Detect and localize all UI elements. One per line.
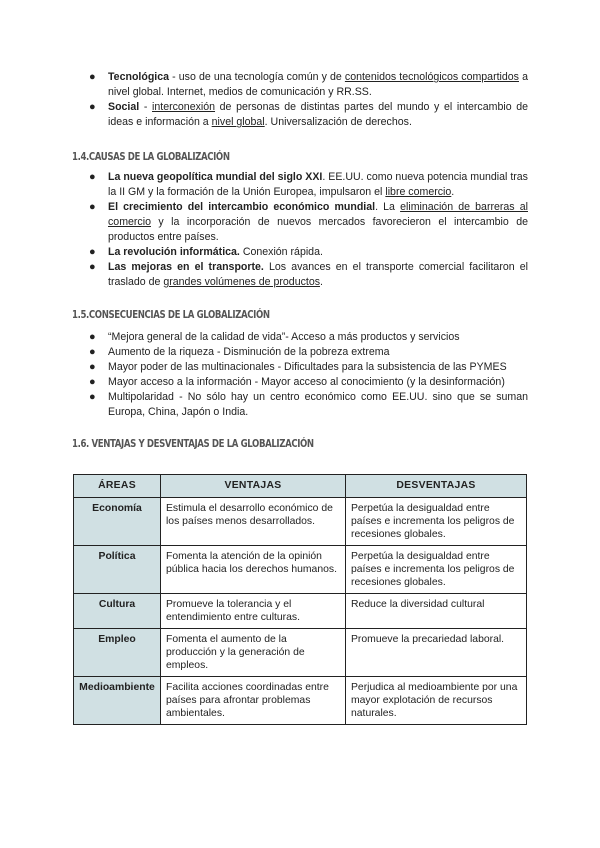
list-item	[88, 330, 528, 345]
item-text: -	[139, 101, 153, 113]
bullet-icon: ●	[89, 331, 96, 343]
item-text: y la incorporación de nuevos mercados favorecieron el intercambio de productos entre países.	[108, 216, 528, 243]
bullet-icon: ●	[89, 346, 96, 358]
bullet-icon: ●	[89, 391, 96, 403]
item-bold: La nueva geopolítica mundial del siglo XXI	[108, 171, 323, 183]
item-text: .	[320, 276, 323, 288]
desventaja-cell: Promueve la precariedad laboral.	[346, 629, 527, 677]
ventajas-table	[73, 474, 527, 725]
bullet-icon: ●	[89, 376, 96, 388]
intro-list	[88, 70, 528, 130]
list-item	[88, 345, 528, 360]
item-text: .	[451, 186, 455, 198]
bullet-icon: ●	[89, 261, 96, 273]
item-link[interactable]: grandes volúmenes de productos	[163, 276, 321, 288]
desventaja-cell: Perpetúa la desigualdad entre países e incrementa los peligros de recesiones globales.	[346, 498, 527, 546]
table-header-row	[74, 475, 527, 498]
area-cell: Empleo	[74, 629, 161, 677]
section-heading-causas: 1.4.CAUSAS DE LA GLOBALIZACIÓN	[72, 150, 230, 163]
area-cell: Cultura	[74, 594, 161, 629]
area-cell: Medioambiente	[74, 677, 161, 725]
consecuencias-list	[88, 330, 528, 420]
item-text: . La	[375, 201, 401, 213]
item-bold: La revolución informática.	[108, 246, 240, 258]
ventaja-cell: Fomenta el aumento de la producción y la generación de empleos.	[161, 629, 346, 677]
section-heading-consecuencias: 1.5.CONSECUENCIAS DE LA GLOBALIZACIÓN	[72, 308, 270, 321]
header-ventajas: VENTAJAS	[161, 475, 346, 498]
item-text: Mayor poder de las multinacionales - Dificultades para la subsistencia de las PYMES	[108, 361, 507, 373]
item-link[interactable]: nivel global	[211, 116, 265, 128]
list-item	[88, 260, 528, 290]
table-row	[74, 498, 527, 546]
item-text: “Mejora general de la calidad de vida”- Acceso a más productos y servicios	[108, 331, 460, 343]
item-text: - uso de una tecnología común y de	[169, 71, 345, 83]
section-heading-ventajas: 1.6. VENTAJAS Y DESVENTAJAS DE LA GLOBALIZACIÓN	[72, 437, 314, 450]
list-item	[88, 390, 528, 420]
item-link[interactable]: libre comercio	[385, 186, 452, 198]
header-desventajas: DESVENTAJAS	[346, 475, 527, 498]
bullet-icon: ●	[89, 71, 96, 83]
header-areas: ÁREAS	[74, 475, 161, 498]
bullet-icon: ●	[89, 101, 96, 113]
item-text: Conexión rápida.	[239, 246, 323, 258]
causas-list	[88, 170, 528, 290]
ventaja-cell: Facilita acciones coordinadas entre países para afrontar problemas ambientales.	[161, 677, 346, 725]
item-text: Los avances en el transporte comercial facilitaron el traslado de	[108, 261, 528, 288]
list-item	[88, 375, 528, 390]
table-row	[74, 594, 527, 629]
item-bold: Social	[108, 101, 140, 113]
list-item	[88, 360, 528, 375]
desventaja-cell: Perjudica al medioambiente por una mayor explotación de recursos naturales.	[346, 677, 527, 725]
item-text: a nivel global. Internet, medios de comunicación y RR.SS.	[108, 71, 528, 98]
area-cell: Política	[74, 546, 161, 594]
list-item	[88, 170, 528, 200]
bullet-icon: ●	[89, 361, 96, 373]
item-text: de personas de distintas partes del mundo y el intercambio de ideas e información a	[108, 101, 528, 128]
item-bold: El crecimiento del intercambio económico mundial	[108, 201, 376, 213]
item-link[interactable]: contenidos tecnológicos compartidos	[344, 71, 519, 83]
list-item	[88, 100, 528, 130]
table-row	[74, 546, 527, 594]
item-bold: Tecnológica	[108, 71, 170, 83]
ventaja-cell: Promueve la tolerancia y el entendimiento entre culturas.	[161, 594, 346, 629]
table-row	[74, 629, 527, 677]
item-link[interactable]: eliminación de barreras al comercio	[108, 201, 528, 228]
item-text: . Universalización de derechos.	[264, 116, 412, 128]
bullet-icon: ●	[89, 171, 96, 183]
item-text: Mayor acceso a la información - Mayor acceso al conocimiento (y la desinformación)	[108, 376, 505, 388]
list-item	[88, 200, 528, 245]
desventaja-cell: Reduce la diversidad cultural	[346, 594, 527, 629]
list-item	[88, 245, 528, 260]
item-bold: Las mejoras en el transporte.	[108, 261, 264, 273]
table-row	[74, 677, 527, 725]
bullet-icon: ●	[89, 246, 96, 258]
item-link[interactable]: interconexión	[152, 101, 216, 113]
item-text: Aumento de la riqueza - Disminución de la pobreza extrema	[108, 346, 390, 358]
list-item	[88, 70, 528, 100]
item-text: Multipolaridad - No sólo hay un centro económico como EE.UU. sino que se suman Europa, China, Japón o India.	[108, 391, 528, 418]
bullet-icon: ●	[89, 201, 96, 213]
item-text: . EE.UU. como nueva potencia mundial tras la II GM y la formación de la Unión Europea, impulsaron el	[108, 171, 528, 198]
ventaja-cell: Fomenta la atención de la opinión pública hacia los derechos humanos.	[161, 546, 346, 594]
area-cell: Economía	[74, 498, 161, 546]
desventaja-cell: Perpetúa la desigualdad entre países e incrementa los peligros de recesiones globales.	[346, 546, 527, 594]
ventaja-cell: Estimula el desarrollo económico de los países menos desarrollados.	[161, 498, 346, 546]
